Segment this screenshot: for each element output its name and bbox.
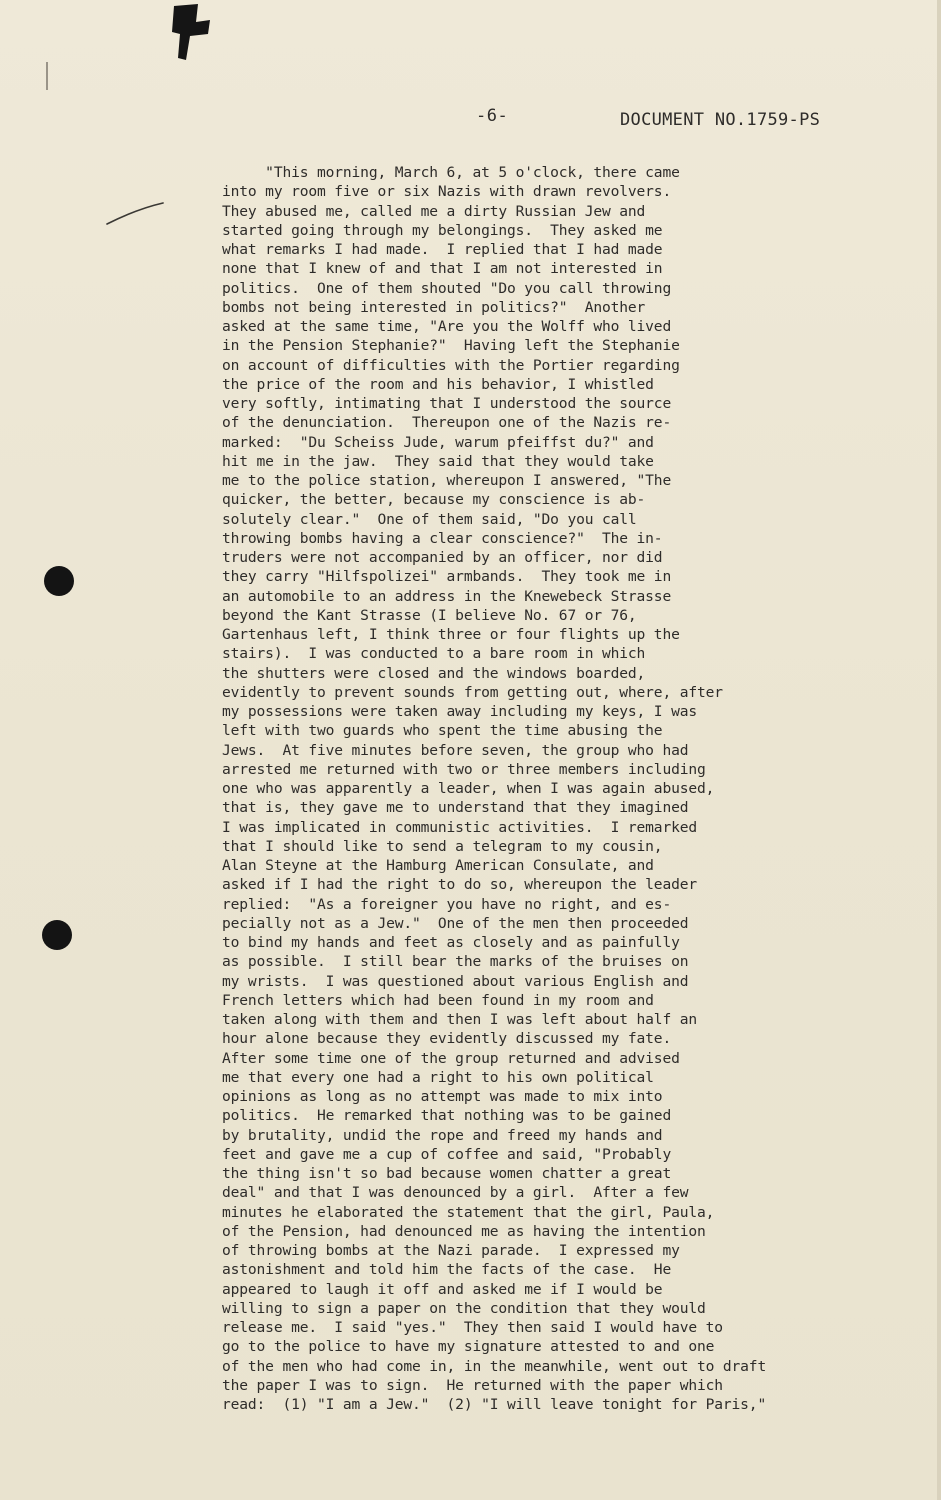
text-line: pecially not as a Jew." One of the men then proceeded xyxy=(222,914,689,932)
document-id: DOCUMENT NO.1759-PS xyxy=(620,110,821,130)
text-line: After some time one of the group returned and advised xyxy=(222,1049,680,1067)
text-line: minutes he elaborated the statement that the girl, Paula, xyxy=(222,1203,715,1221)
text-line: replied: "As a foreigner you have no right, and es- xyxy=(222,895,672,913)
text-line: politics. One of them shouted "Do you call throwing xyxy=(222,279,672,297)
text-line: Alan Steyne at the Hamburg American Consulate, and xyxy=(222,857,654,874)
text-line: evidently to prevent sounds from getting out, where, after xyxy=(222,683,723,701)
text-line: of the denunciation. Thereupon one of the Nazis re- xyxy=(222,414,672,432)
text-line: very softly, intimating that I understood the source xyxy=(222,395,672,412)
text-line: They abused me, called me a dirty Russian Jew and xyxy=(222,202,646,220)
text-line: what remarks I had made. I replied that I had made xyxy=(222,241,663,258)
text-line: as possible. I still bear the marks of the bruises on xyxy=(222,953,689,971)
text-line: of throwing bombs at the Nazi parade. I expressed my xyxy=(222,1242,680,1259)
text-line: the shutters were closed and the windows boarded, xyxy=(222,664,646,682)
text-line: left with two guards who spent the time abusing the xyxy=(222,722,663,740)
paper-edge xyxy=(937,0,941,1500)
margin-mark xyxy=(46,62,48,90)
text-line: asked at the same time, "Are you the Wolff who lived xyxy=(222,318,672,335)
text-line: taken along with them and then I was left about half an xyxy=(222,1011,697,1028)
text-line: French letters which had been found in my room and xyxy=(222,991,654,1009)
text-line: my possessions were taken away including my keys, I was xyxy=(222,703,697,720)
text-line: the price of the room and his behavior, I whistled xyxy=(222,375,654,393)
text-line: to bind my hands and feet as closely and as painfully xyxy=(222,934,680,951)
text-line: they carry "Hilfspolizei" armbands. They took me in xyxy=(222,568,672,586)
text-line: truders were not accompanied by an officer, nor did xyxy=(222,549,663,566)
text-line: deal" and that I was denounced by a girl. After a few xyxy=(222,1184,689,1202)
text-line: opinions as long as no attempt was made to mix into xyxy=(222,1088,663,1105)
pen-stroke-mark xyxy=(105,200,165,226)
text-line: me that every one had a right to his own political xyxy=(222,1068,654,1086)
text-line: arrested me returned with two or three members including xyxy=(222,760,706,778)
text-line: hour alone because they evidently discussed my fate. xyxy=(222,1030,672,1048)
text-line: that is, they gave me to understand that they imagined xyxy=(222,799,689,817)
text-line: the paper I was to sign. He returned with the paper which xyxy=(222,1376,723,1394)
text-line: on account of difficulties with the Portier regarding xyxy=(222,356,680,374)
text-line: in the Pension Stephanie?" Having left the Stephanie xyxy=(222,337,680,355)
text-line: stairs). I was conducted to a bare room in which xyxy=(222,645,646,663)
text-line: an automobile to an address in the Knewebeck Strasse xyxy=(222,587,672,605)
text-line: politics. He remarked that nothing was to be gained xyxy=(222,1107,672,1125)
text-line: I was implicated in communistic activities. I remarked xyxy=(222,818,697,836)
text-line: willing to sign a paper on the condition that they would xyxy=(222,1299,706,1317)
text-line: bombs not being interested in politics?" Another xyxy=(222,298,646,316)
text-line: beyond the Kant Strasse (I believe No. 67 or 76, xyxy=(222,606,637,624)
text-line: throwing bombs having a clear conscience?" The in- xyxy=(222,529,663,547)
text-line: me to the police station, whereupon I answered, "The xyxy=(222,472,672,489)
punch-hole-bottom xyxy=(42,920,72,950)
text-line: marked: "Du Scheiss Jude, warum pfeiffst du?" and xyxy=(222,433,654,451)
text-line: that I should like to send a telegram to my cousin, xyxy=(222,837,663,855)
text-line: the thing isn't so bad because women chatter a great xyxy=(222,1165,672,1182)
text-line: my wrists. I was questioned about various English and xyxy=(222,972,689,990)
text-line: read: (1) "I am a Jew." (2) "I will leave tonight for Paris," xyxy=(222,1396,767,1413)
binder-clip-mark xyxy=(168,0,216,62)
punch-hole-top xyxy=(44,566,74,596)
text-line: "This morning, March 6, at 5 o'clock, there came xyxy=(222,164,680,181)
text-line: release me. I said "yes." They then said I would have to xyxy=(222,1319,723,1336)
body-text xyxy=(222,163,882,1414)
text-line: feet and gave me a cup of coffee and said, "Probably xyxy=(222,1145,672,1163)
text-line: asked if I had the right to do so, whereupon the leader xyxy=(222,876,697,894)
text-line: solutely clear." One of them said, "Do you call xyxy=(222,510,637,528)
text-line: go to the police to have my signature attested to and one xyxy=(222,1338,715,1356)
text-line: Jews. At five minutes before seven, the group who had xyxy=(222,741,689,759)
text-line: Gartenhaus left, I think three or four flights up the xyxy=(222,626,680,643)
text-line: hit me in the jaw. They said that they would take xyxy=(222,452,654,470)
text-line: by brutality, undid the rope and freed my hands and xyxy=(222,1126,663,1144)
text-line: into my room five or six Nazis with drawn revolvers. xyxy=(222,183,672,201)
text-line: astonishment and told him the facts of the case. He xyxy=(222,1261,672,1279)
page-number: -6- xyxy=(476,106,509,126)
text-line: one who was apparently a leader, when I was again abused, xyxy=(222,780,715,797)
text-line: none that I knew of and that I am not interested in xyxy=(222,260,663,278)
text-line: of the Pension, had denounced me as having the intention xyxy=(222,1222,706,1240)
text-line: started going through my belongings. They asked me xyxy=(222,221,663,239)
text-line: quicker, the better, because my conscience is ab- xyxy=(222,491,646,509)
text-line: of the men who had come in, in the meanwhile, went out to draft xyxy=(222,1357,767,1375)
text-line: appeared to laugh it off and asked me if I would be xyxy=(222,1280,663,1298)
